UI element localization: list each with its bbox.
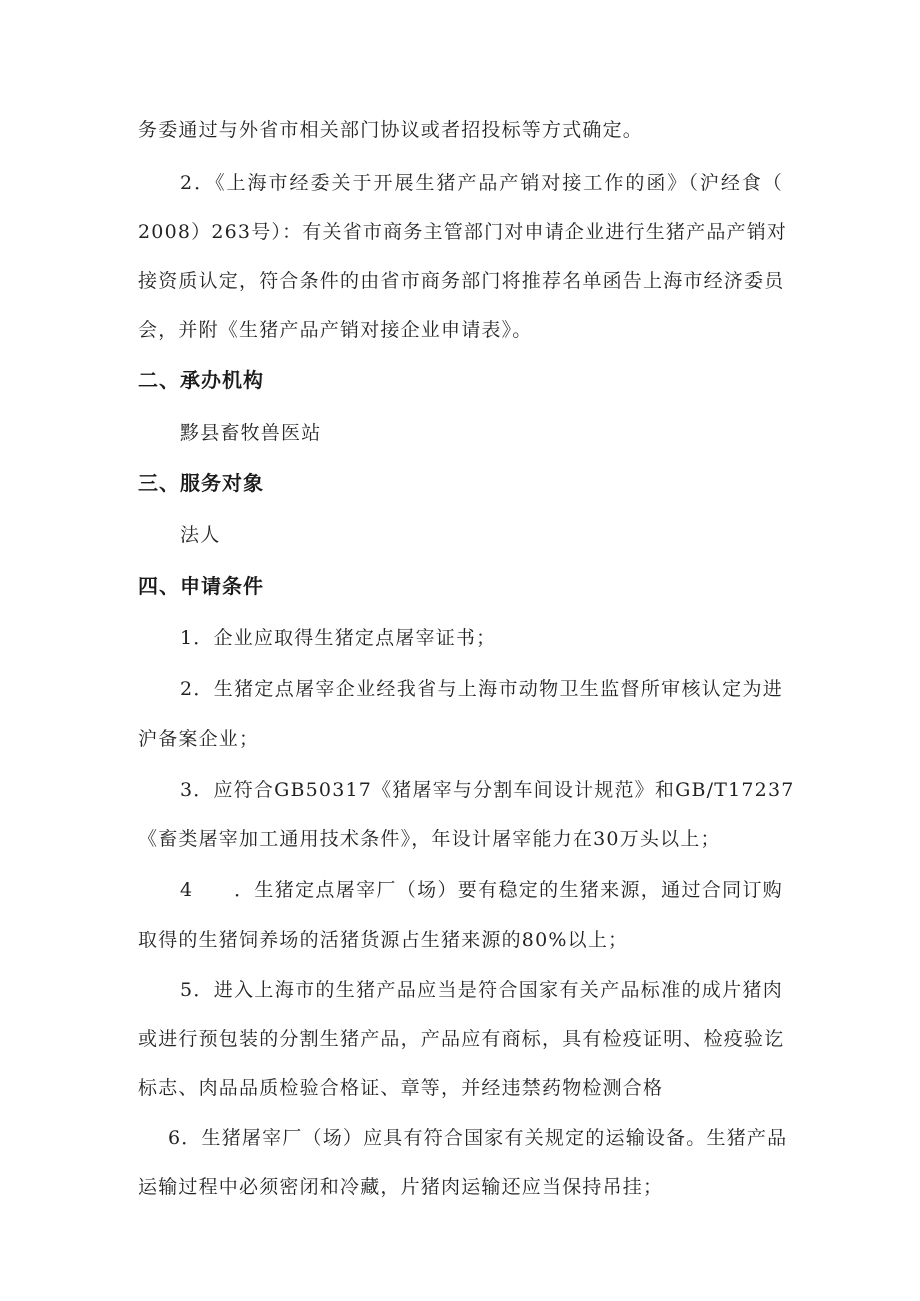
section-heading-conditions: 四、申请条件: [138, 574, 264, 598]
condition-line: 沪备案企业；: [138, 728, 260, 750]
condition-line: 标志、肉品品质检验合格证、章等，并经违禁药物检测合格: [138, 1077, 664, 1099]
section-heading-service-target: 三、服务对象: [138, 471, 264, 495]
condition-line: 5．进入上海市的生猪产品应当是符合国家有关产品标准的成片猪肉: [180, 979, 783, 1001]
paragraph-line: 会，并附《生猪产品产销对接企业申请表》。: [138, 319, 533, 341]
paragraph-line: 务委通过与外省市相关部门协议或者招投标等方式确定。: [138, 119, 644, 141]
condition-line: 4 ．生猪定点屠宰厂（场）要有稳定的生猪来源，通过合同订购: [180, 879, 783, 901]
paragraph-line: 接资质认定，符合条件的由省市商务部门将推荐名单函告上海市经济委员: [138, 270, 785, 292]
condition-line: 3．应符合GB50317《猪屠宰与分割车间设计规范》和GB/T17237: [180, 779, 795, 801]
service-target: 法人: [180, 524, 221, 546]
condition-line: 或进行预包装的分割生猪产品，产品应有商标，具有检疫证明、检疫验讫: [138, 1028, 785, 1050]
organization-name: 黟县畜牧兽医站: [180, 422, 322, 444]
condition-line: 1．企业应取得生猪定点屠宰证书；: [180, 627, 497, 649]
condition-line: 取得的生猪饲养场的活猪货源占生猪来源的80%以上；: [138, 929, 629, 951]
paragraph-line: 2．《上海市经委关于开展生猪产品产销对接工作的函》（沪经食（: [180, 172, 783, 194]
condition-line: 6．生猪屠宰厂（场）应具有符合国家有关规定的运输设备。生猪产品: [168, 1127, 788, 1149]
condition-line: 运输过程中必须密闭和冷藏，片猪肉运输还应当保持吊挂；: [138, 1176, 664, 1198]
condition-line: 2．生猪定点屠宰企业经我省与上海市动物卫生监督所审核认定为进: [180, 678, 783, 700]
condition-line: 《畜类屠宰加工通用技术条件》，年设计屠宰能力在30万头以上；: [138, 828, 721, 850]
paragraph-line: 2008）263号）：有关省市商务主管部门对申请企业进行生猪产品产销对: [138, 221, 788, 243]
section-heading-organization: 二、承办机构: [138, 368, 264, 392]
